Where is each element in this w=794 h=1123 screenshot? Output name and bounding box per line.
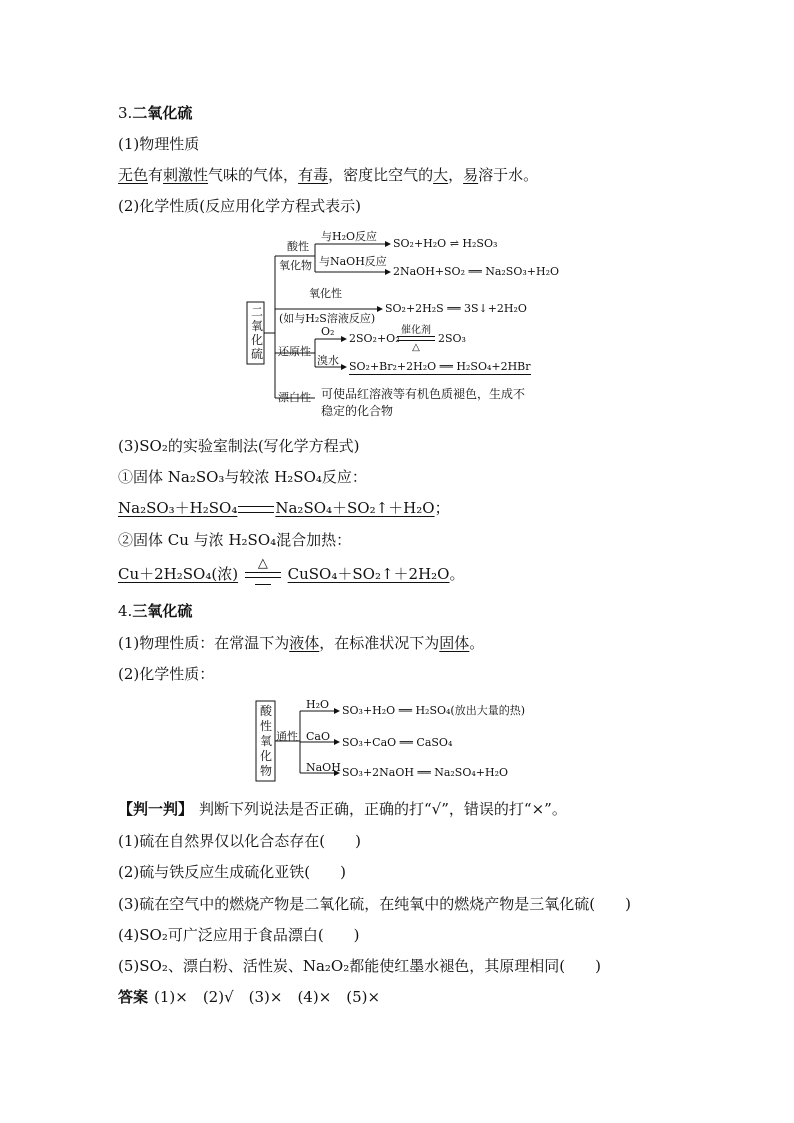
- reducing-eq1-catalyst: 催化剂: [401, 325, 431, 336]
- reducing-label: 还原性: [278, 345, 311, 358]
- so3-diagram: [252, 696, 552, 786]
- so3-cond-3: NaOH: [306, 761, 341, 774]
- reducing-eq1-right: 2SO₃: [438, 332, 466, 345]
- judge-item-3: (3)硫在空气中的燃烧产物是二氧化硫，在纯氧中的燃烧产物是三氧化硫( ): [118, 895, 631, 913]
- section-4-number: 4.: [118, 602, 133, 620]
- answer-line: [118, 987, 380, 1007]
- answer-liquid: 液体: [289, 634, 320, 652]
- oxidizing-label-2: (如与H₂S溶液反应): [279, 312, 376, 325]
- chemical-properties-heading: (2)化学性质(反应用化学方程式表示): [118, 197, 361, 215]
- so3-physical-properties: (1)物理性质：在常温下为液体，在标准状况下为固体。: [118, 634, 485, 652]
- so2-diagram: [245, 226, 560, 426]
- bleaching-label: 漂白性: [278, 391, 311, 404]
- so3-eq-1: SO₃+H₂O ══ H₂SO₄(放出大量的热): [342, 704, 525, 717]
- so2-root-label: 二 氧 化 硫: [251, 305, 264, 361]
- equals-sign: [238, 506, 274, 513]
- answer-colorless: 无色: [118, 166, 149, 184]
- so3-eq-3: SO₃+2NaOH ══ Na₂SO₄+H₂O: [342, 766, 509, 779]
- section-3-title: [118, 103, 192, 123]
- section-3-number: 3.: [118, 104, 133, 122]
- so3-chemical-properties-heading: (2)化学性质：: [118, 665, 215, 683]
- so3-root-label: 酸 性 氧 化 物: [259, 704, 272, 778]
- physical-properties-text: 无色有刺激性气味的气体，有毒，密度比空气的大，易溶于水。: [118, 166, 539, 184]
- judge-instruction: [118, 799, 567, 819]
- r2-condition: 与NaOH反应: [319, 255, 387, 268]
- answer-easily: 易: [463, 166, 479, 184]
- answer-toxic: 有毒: [298, 166, 329, 184]
- r1-condition: 与H₂O反应: [321, 230, 378, 243]
- lab-preparation-heading: (3)SO₂的实验室制法(写化学方程式): [118, 437, 360, 455]
- section-4-heading: 三氧化硫: [132, 602, 193, 620]
- judge-intro: 判断下列说法是否正确，正确的打“√”，错误的打“×”。: [199, 800, 567, 818]
- acid-label-2: 氧化物: [279, 259, 312, 272]
- oxidizing-label-1: 氧化性: [309, 287, 342, 300]
- acid-label-1: 酸性: [287, 240, 309, 253]
- lab-method-2-answer: Cu＋2H₂SO₄(浓) △ CuSO₄＋SO₂↑＋2H₂O。: [118, 556, 465, 583]
- lab-method-1-question: ①固体 Na₂SO₃与较浓 H₂SO₄反应：: [118, 468, 367, 486]
- so3-cond-2: CaO: [306, 730, 330, 743]
- section-4-title: [118, 601, 192, 621]
- so3-common-label: 通性: [276, 730, 298, 743]
- reducing-cond-1: O₂: [321, 325, 335, 338]
- so3-eq-2: SO₃+CaO ══ CaSO₄: [342, 736, 453, 749]
- section-3-heading: 二氧化硫: [132, 104, 193, 122]
- reducing-eq1-left: 2SO₂+O₂: [349, 332, 400, 345]
- so3-cond-1: H₂O: [306, 698, 330, 711]
- answer-pungent: 刺激性: [163, 166, 209, 184]
- reducing-eq1-line-top: [397, 336, 435, 337]
- judge-item-2: (2)硫与铁反应生成硫化亚铁( ): [118, 863, 346, 881]
- judge-item-1: (1)硫在自然界仅以化合态存在( ): [118, 832, 361, 850]
- lab-method-2-question: ②固体 Cu 与浓 H₂SO₄混合加热：: [118, 531, 352, 549]
- heat-equals-sign: △: [243, 565, 283, 585]
- judge-tag: 【判一判】: [118, 800, 194, 818]
- physical-properties-heading: (1)物理性质: [118, 135, 200, 153]
- bleaching-text-1: 可使品红溶液等有机色质褪色，生成不: [321, 387, 526, 401]
- answer-label: 答案: [118, 988, 149, 1006]
- judge-item-5: (5)SO₂、漂白粉、活性炭、Na₂O₂都能使红墨水褪色，其原理相同( ): [118, 957, 601, 975]
- reducing-cond-2: 溴水: [317, 354, 339, 367]
- reducing-eq1-heat: △: [412, 342, 420, 353]
- oxidizing-equation: SO₂+2H₂S ══ 3S↓+2H₂O: [385, 302, 527, 315]
- answer-values: (1)× (2)√ (3)× (4)× (5)×: [154, 988, 381, 1006]
- answer-greater: 大: [433, 166, 449, 184]
- r1-equation: SO₂+H₂O ⇌ H₂SO₃: [393, 237, 498, 250]
- r2-equation: 2NaOH+SO₂ ══ Na₂SO₃+H₂O: [393, 265, 560, 278]
- answer-solid: 固体: [439, 634, 470, 652]
- judge-item-4: (4)SO₂可广泛应用于食品漂白( ): [118, 926, 360, 944]
- reducing-eq2: SO₂+Br₂+2H₂O ══ H₂SO₄+2HBr: [349, 360, 531, 373]
- lab-method-1-answer: Na₂SO₃＋H₂SO₄ Na₂SO₄＋SO₂↑＋H₂O；: [118, 499, 450, 517]
- bleaching-text-2: 稳定的化合物: [321, 404, 394, 418]
